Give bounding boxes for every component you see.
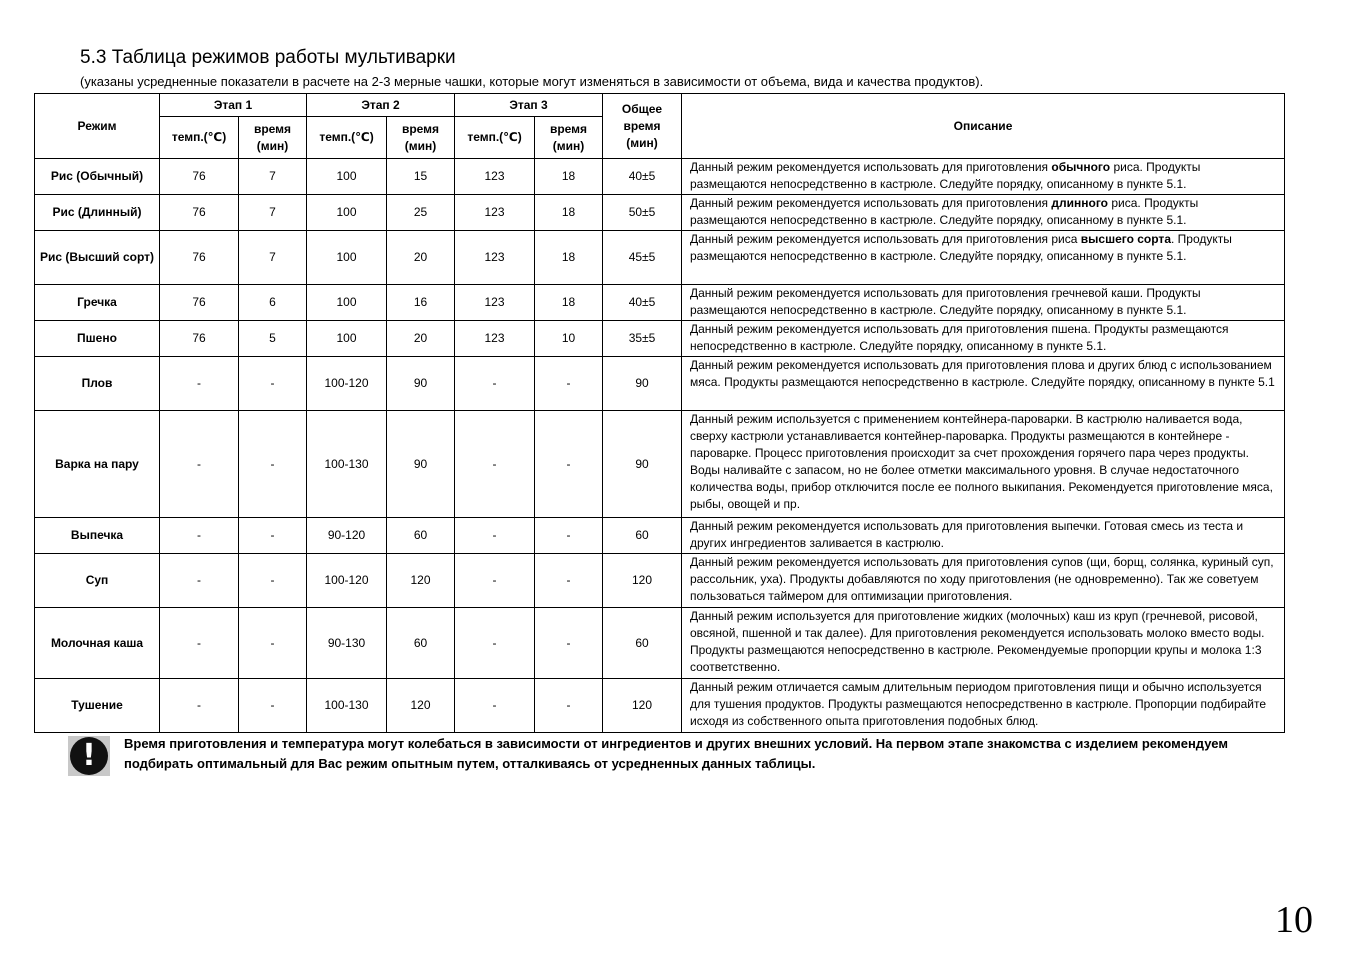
description-cell bbox=[682, 554, 1285, 608]
table-row bbox=[35, 285, 1285, 321]
header-total: Общее время (мин) bbox=[603, 94, 682, 159]
description-cell bbox=[682, 411, 1285, 518]
m1-cell: - bbox=[239, 518, 307, 554]
m3-cell: 18 bbox=[535, 231, 603, 285]
table-row bbox=[35, 608, 1285, 679]
modes-table bbox=[34, 93, 1285, 733]
m1-cell: 7 bbox=[239, 195, 307, 231]
description-text: высшего сорта bbox=[1080, 232, 1171, 246]
description-text: Данный режим используется для приготовление жидких (молочных) каш из круп (гречневой, рисовой, овсяной, пшенной и так далее). Для приготовления рекомендуется использовать молоко вместо воды. Продукты размещаются непосредственно в кастрюле. Рекомендуемые пропорции крупы и молока 1:3 соответственно. bbox=[690, 609, 1265, 674]
description-text: Данный режим рекомендуется использовать для приготовления риса bbox=[690, 232, 1081, 246]
t1-cell: 76 bbox=[160, 285, 239, 321]
m2-cell: 16 bbox=[387, 285, 455, 321]
description-cell bbox=[682, 679, 1285, 733]
t2-cell: 100 bbox=[307, 321, 387, 357]
t3-cell: - bbox=[455, 411, 535, 518]
description-cell bbox=[682, 357, 1285, 411]
description-text: длинного bbox=[1051, 196, 1109, 210]
m2-cell: 120 bbox=[387, 679, 455, 733]
description-text: риса. Продукты размещаются непосредственно в кастрюле. Следуйте порядку, описанному в пункте 5.1. bbox=[690, 196, 1199, 227]
table-row bbox=[35, 554, 1285, 608]
t1-cell: - bbox=[160, 608, 239, 679]
header-temp: темп.(℃) bbox=[455, 117, 535, 159]
m2-cell: 20 bbox=[387, 321, 455, 357]
m1-cell: 7 bbox=[239, 231, 307, 285]
m3-cell: - bbox=[535, 411, 603, 518]
header-time: время (мин) bbox=[239, 117, 307, 159]
t3-cell: 123 bbox=[455, 231, 535, 285]
t1-cell: - bbox=[160, 357, 239, 411]
header-stage1: Этап 1 bbox=[160, 94, 307, 117]
warning-note bbox=[68, 734, 1288, 778]
t2-cell: 100 bbox=[307, 195, 387, 231]
description-cell bbox=[682, 608, 1285, 679]
mode-cell: Пшено bbox=[35, 321, 160, 357]
header-stage3: Этап 3 bbox=[455, 94, 603, 117]
t2-cell: 90-130 bbox=[307, 608, 387, 679]
mode-cell: Молочная каша bbox=[35, 608, 160, 679]
total-cell: 90 bbox=[603, 411, 682, 518]
t3-cell: 123 bbox=[455, 159, 535, 195]
t1-cell: - bbox=[160, 554, 239, 608]
t3-cell: 123 bbox=[455, 195, 535, 231]
t2-cell: 100 bbox=[307, 285, 387, 321]
mode-cell: Рис (Длинный) bbox=[35, 195, 160, 231]
t2-cell: 100-130 bbox=[307, 679, 387, 733]
header-temp: темп.(℃) bbox=[160, 117, 239, 159]
m2-cell: 90 bbox=[387, 357, 455, 411]
mode-cell: Выпечка bbox=[35, 518, 160, 554]
mode-cell: Гречка bbox=[35, 285, 160, 321]
t1-cell: 76 bbox=[160, 321, 239, 357]
m1-cell: - bbox=[239, 357, 307, 411]
mode-cell: Суп bbox=[35, 554, 160, 608]
m3-cell: 18 bbox=[535, 195, 603, 231]
description-text: обычного bbox=[1051, 160, 1111, 174]
m2-cell: 60 bbox=[387, 608, 455, 679]
description-text: Данный режим рекомендуется использовать для приготовления пшена. Продукты размещаются непосредственно в кастрюле. Следуйте порядку, описанному в пункте 5.1. bbox=[690, 322, 1229, 353]
t2-cell: 100-120 bbox=[307, 554, 387, 608]
m2-cell: 120 bbox=[387, 554, 455, 608]
m1-cell: 7 bbox=[239, 159, 307, 195]
t2-cell: 100-130 bbox=[307, 411, 387, 518]
header-description: Описание bbox=[682, 94, 1285, 159]
description-text: Данный режим используется с применением контейнера-пароварки. В кастрюлю наливается вода, сверху кастрюли устанавливается контейнер-пароварка. Продукты размещаются в контейнере - пароварке. Процесс приготовления происходит за счет прохождения горячего пара через продукты. Воды наливайте с запасом, но не более отметки максимального уровня. В случае недостаточного количества воды, прибор отключится после ее полного выкипания. Рекомендуется приготовление мяса, рыбы, овощей и пр. bbox=[690, 412, 1273, 511]
t1-cell: 76 bbox=[160, 195, 239, 231]
mode-cell: Плов bbox=[35, 357, 160, 411]
page-title: 5.3 Таблица режимов работы мультиварки bbox=[80, 47, 456, 68]
t1-cell: - bbox=[160, 679, 239, 733]
table-row bbox=[35, 357, 1285, 411]
total-cell: 60 bbox=[603, 608, 682, 679]
m1-cell: 5 bbox=[239, 321, 307, 357]
mode-cell: Варка на пару bbox=[35, 411, 160, 518]
m3-cell: 10 bbox=[535, 321, 603, 357]
warning-icon-box bbox=[68, 736, 110, 776]
m2-cell: 20 bbox=[387, 231, 455, 285]
description-cell bbox=[682, 231, 1285, 285]
m1-cell: - bbox=[239, 608, 307, 679]
m2-cell: 25 bbox=[387, 195, 455, 231]
m3-cell: - bbox=[535, 518, 603, 554]
description-text: риса. Продукты размещаются непосредственно в кастрюле. Следуйте порядку, описанному в пункте 5.1. bbox=[690, 160, 1201, 191]
total-cell: 60 bbox=[603, 518, 682, 554]
t1-cell: - bbox=[160, 411, 239, 518]
description-cell bbox=[682, 159, 1285, 195]
table-row bbox=[35, 518, 1285, 554]
total-cell: 90 bbox=[603, 357, 682, 411]
page-number: 10 bbox=[1275, 899, 1313, 941]
t1-cell: 76 bbox=[160, 231, 239, 285]
t1-cell: 76 bbox=[160, 159, 239, 195]
t2-cell: 90-120 bbox=[307, 518, 387, 554]
t1-cell: - bbox=[160, 518, 239, 554]
header-time: время (мин) bbox=[387, 117, 455, 159]
m3-cell: - bbox=[535, 679, 603, 733]
table-body bbox=[35, 159, 1285, 733]
total-cell: 50±5 bbox=[603, 195, 682, 231]
table-row bbox=[35, 411, 1285, 518]
m3-cell: - bbox=[535, 554, 603, 608]
table-row bbox=[35, 159, 1285, 195]
t3-cell: 123 bbox=[455, 321, 535, 357]
m1-cell: - bbox=[239, 411, 307, 518]
mode-cell: Тушение bbox=[35, 679, 160, 733]
m3-cell: 18 bbox=[535, 159, 603, 195]
total-cell: 40±5 bbox=[603, 159, 682, 195]
description-text: Данный режим рекомендуется использовать для приготовления супов (щи, борщ, солянка, куриный суп, рассольник, уха). Продукты добавляются по ходу приготовления (не одновременно). Так же советуем пользоваться таймером для оптимизации приготовления. bbox=[690, 555, 1274, 603]
header-mode: Режим bbox=[35, 94, 160, 159]
m3-cell: - bbox=[535, 608, 603, 679]
total-cell: 120 bbox=[603, 554, 682, 608]
exclamation-warning-icon: ! bbox=[70, 737, 108, 775]
t3-cell: - bbox=[455, 518, 535, 554]
description-text: Данный режим отличается самым длительным периодом приготовления пищи и обычно используется для тушения продуктов. Продукты размещаются непосредственно в кастрюле. Пропорции подбирайте исходя из собственного опыта приготовления подобных блюд. bbox=[690, 680, 1267, 728]
m1-cell: - bbox=[239, 679, 307, 733]
description-text: Данный режим рекомендуется использовать для приготовления bbox=[690, 160, 1052, 174]
total-cell: 40±5 bbox=[603, 285, 682, 321]
mode-cell: Рис (Высший сорт) bbox=[35, 231, 160, 285]
description-cell bbox=[682, 321, 1285, 357]
t3-cell: - bbox=[455, 608, 535, 679]
table-row bbox=[35, 195, 1285, 231]
m3-cell: 18 bbox=[535, 285, 603, 321]
t3-cell: - bbox=[455, 679, 535, 733]
description-text: Данный режим рекомендуется использовать для приготовления bbox=[690, 196, 1052, 210]
description-text: . Продукты размещаются непосредственно в кастрюле. Следуйте порядку, описанному в пункте 5.1. bbox=[690, 232, 1232, 263]
total-cell: 120 bbox=[603, 679, 682, 733]
warning-text: Время приготовления и температура могут колебаться в зависимости от ингредиентов и других внешних условий. На первом этапе знакомства с изделием рекомендуем подбирать оптимальный для Вас режим опытным путем, отталкиваясь от усредненных данных таблицы. bbox=[124, 736, 1228, 771]
description-cell bbox=[682, 518, 1285, 554]
table-row bbox=[35, 231, 1285, 285]
t2-cell: 100 bbox=[307, 231, 387, 285]
t3-cell: 123 bbox=[455, 285, 535, 321]
m3-cell: - bbox=[535, 357, 603, 411]
total-cell: 45±5 bbox=[603, 231, 682, 285]
header-stage2: Этап 2 bbox=[307, 94, 455, 117]
description-text: Данный режим рекомендуется использовать для приготовления плова и других блюд с использованием мяса. Продукты размещаются непосредственно в кастрюле. Следуйте порядку, описанному в пункте 5.1 bbox=[690, 358, 1275, 389]
mode-cell: Рис (Обычный) bbox=[35, 159, 160, 195]
header-time: время (мин) bbox=[535, 117, 603, 159]
description-cell bbox=[682, 195, 1285, 231]
t2-cell: 100 bbox=[307, 159, 387, 195]
page-subtitle: (указаны усредненные показатели в расчете на 2-3 мерные чашки, которые могут изменяться в зависимости от объема, вида и качества продуктов). bbox=[80, 74, 984, 89]
description-text: Данный режим рекомендуется использовать для приготовления выпечки. Готовая смесь из теста и других ингредиентов заливается в кастрюлю. bbox=[690, 519, 1244, 550]
t2-cell: 100-120 bbox=[307, 357, 387, 411]
t3-cell: - bbox=[455, 554, 535, 608]
total-cell: 35±5 bbox=[603, 321, 682, 357]
header-temp: темп.(℃) bbox=[307, 117, 387, 159]
table-row bbox=[35, 679, 1285, 733]
t3-cell: - bbox=[455, 357, 535, 411]
m1-cell: - bbox=[239, 554, 307, 608]
m2-cell: 15 bbox=[387, 159, 455, 195]
description-cell bbox=[682, 285, 1285, 321]
m1-cell: 6 bbox=[239, 285, 307, 321]
m2-cell: 90 bbox=[387, 411, 455, 518]
table-row bbox=[35, 321, 1285, 357]
description-text: Данный режим рекомендуется использовать для приготовления гречневой каши. Продукты размещаются непосредственно в кастрюле. Следуйте порядку, описанному в пункте 5.1. bbox=[690, 286, 1201, 317]
m2-cell: 60 bbox=[387, 518, 455, 554]
